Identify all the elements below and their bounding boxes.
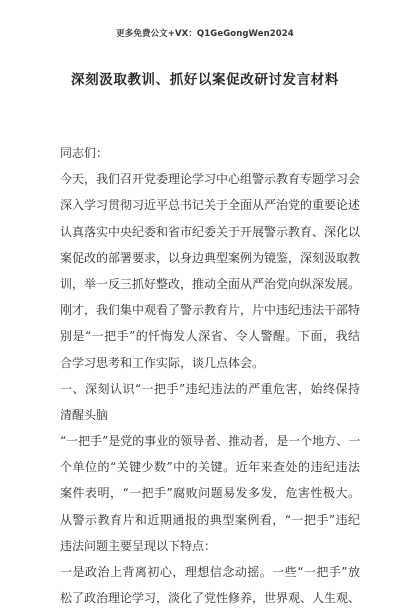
- section-heading-line: 一、深刻认识“一把手”违纪违法的严重危害，始终保持: [60, 381, 360, 396]
- body-line: “一把手”是党的事业的领导者、推动者，是一个地方、一: [60, 434, 360, 449]
- salutation-line: 同志们：: [60, 146, 109, 160]
- document-title: 深刻汲取教训、抓好以案促改研讨发言材料: [71, 72, 339, 88]
- body-line: 训，举一反三抓好整改，推动全面从严治党向纵深发展。: [60, 276, 360, 291]
- header-note: 更多免费公文+VX：Q1GeGongWen2024: [116, 29, 294, 39]
- body-line: 案件表明，“一把手”腐败问题易发多发，危害性极大。: [60, 486, 360, 501]
- body-line: 案促改的部署要求，以身边典型案例为镜鉴，深刻汲取教: [60, 250, 360, 265]
- body-line: 深入学习贯彻习近平总书记关于全面从严治党的重要论述: [60, 198, 360, 213]
- section-heading-line: 清醒头脑: [60, 407, 109, 422]
- body-line: 认真落实中央纪委和省市纪委关于开展警示教育、深化以: [60, 224, 360, 239]
- body-line: 从警示教育片和近期通报的典型案例看，“一把手”违纪: [60, 512, 360, 527]
- body-line: 别是“一把手”的忏悔发人深省、令人警醒。下面，我结: [60, 329, 360, 344]
- body-line: 一是政治上背离初心，理想信念动摇。一些“一把手”放: [60, 565, 360, 579]
- body-line: 个单位的“关键少数”中的关键。近年来查处的违纪违法: [60, 460, 360, 475]
- body-line: 松了政治理论学习，淡化了党性修养，世界观、人生观、: [60, 591, 360, 606]
- document-body: [60, 140, 360, 611]
- body-line: 刚才，我们集中观看了警示教育片，片中违纪违法干部特: [60, 303, 360, 318]
- body-line: 合学习思考和工作实际，谈几点体会。: [60, 355, 265, 370]
- body-line: 今天，我们召开党委理论学习中心组警示教育专题学习会: [60, 172, 360, 187]
- body-line: 违法问题主要呈现以下特点：: [60, 538, 217, 553]
